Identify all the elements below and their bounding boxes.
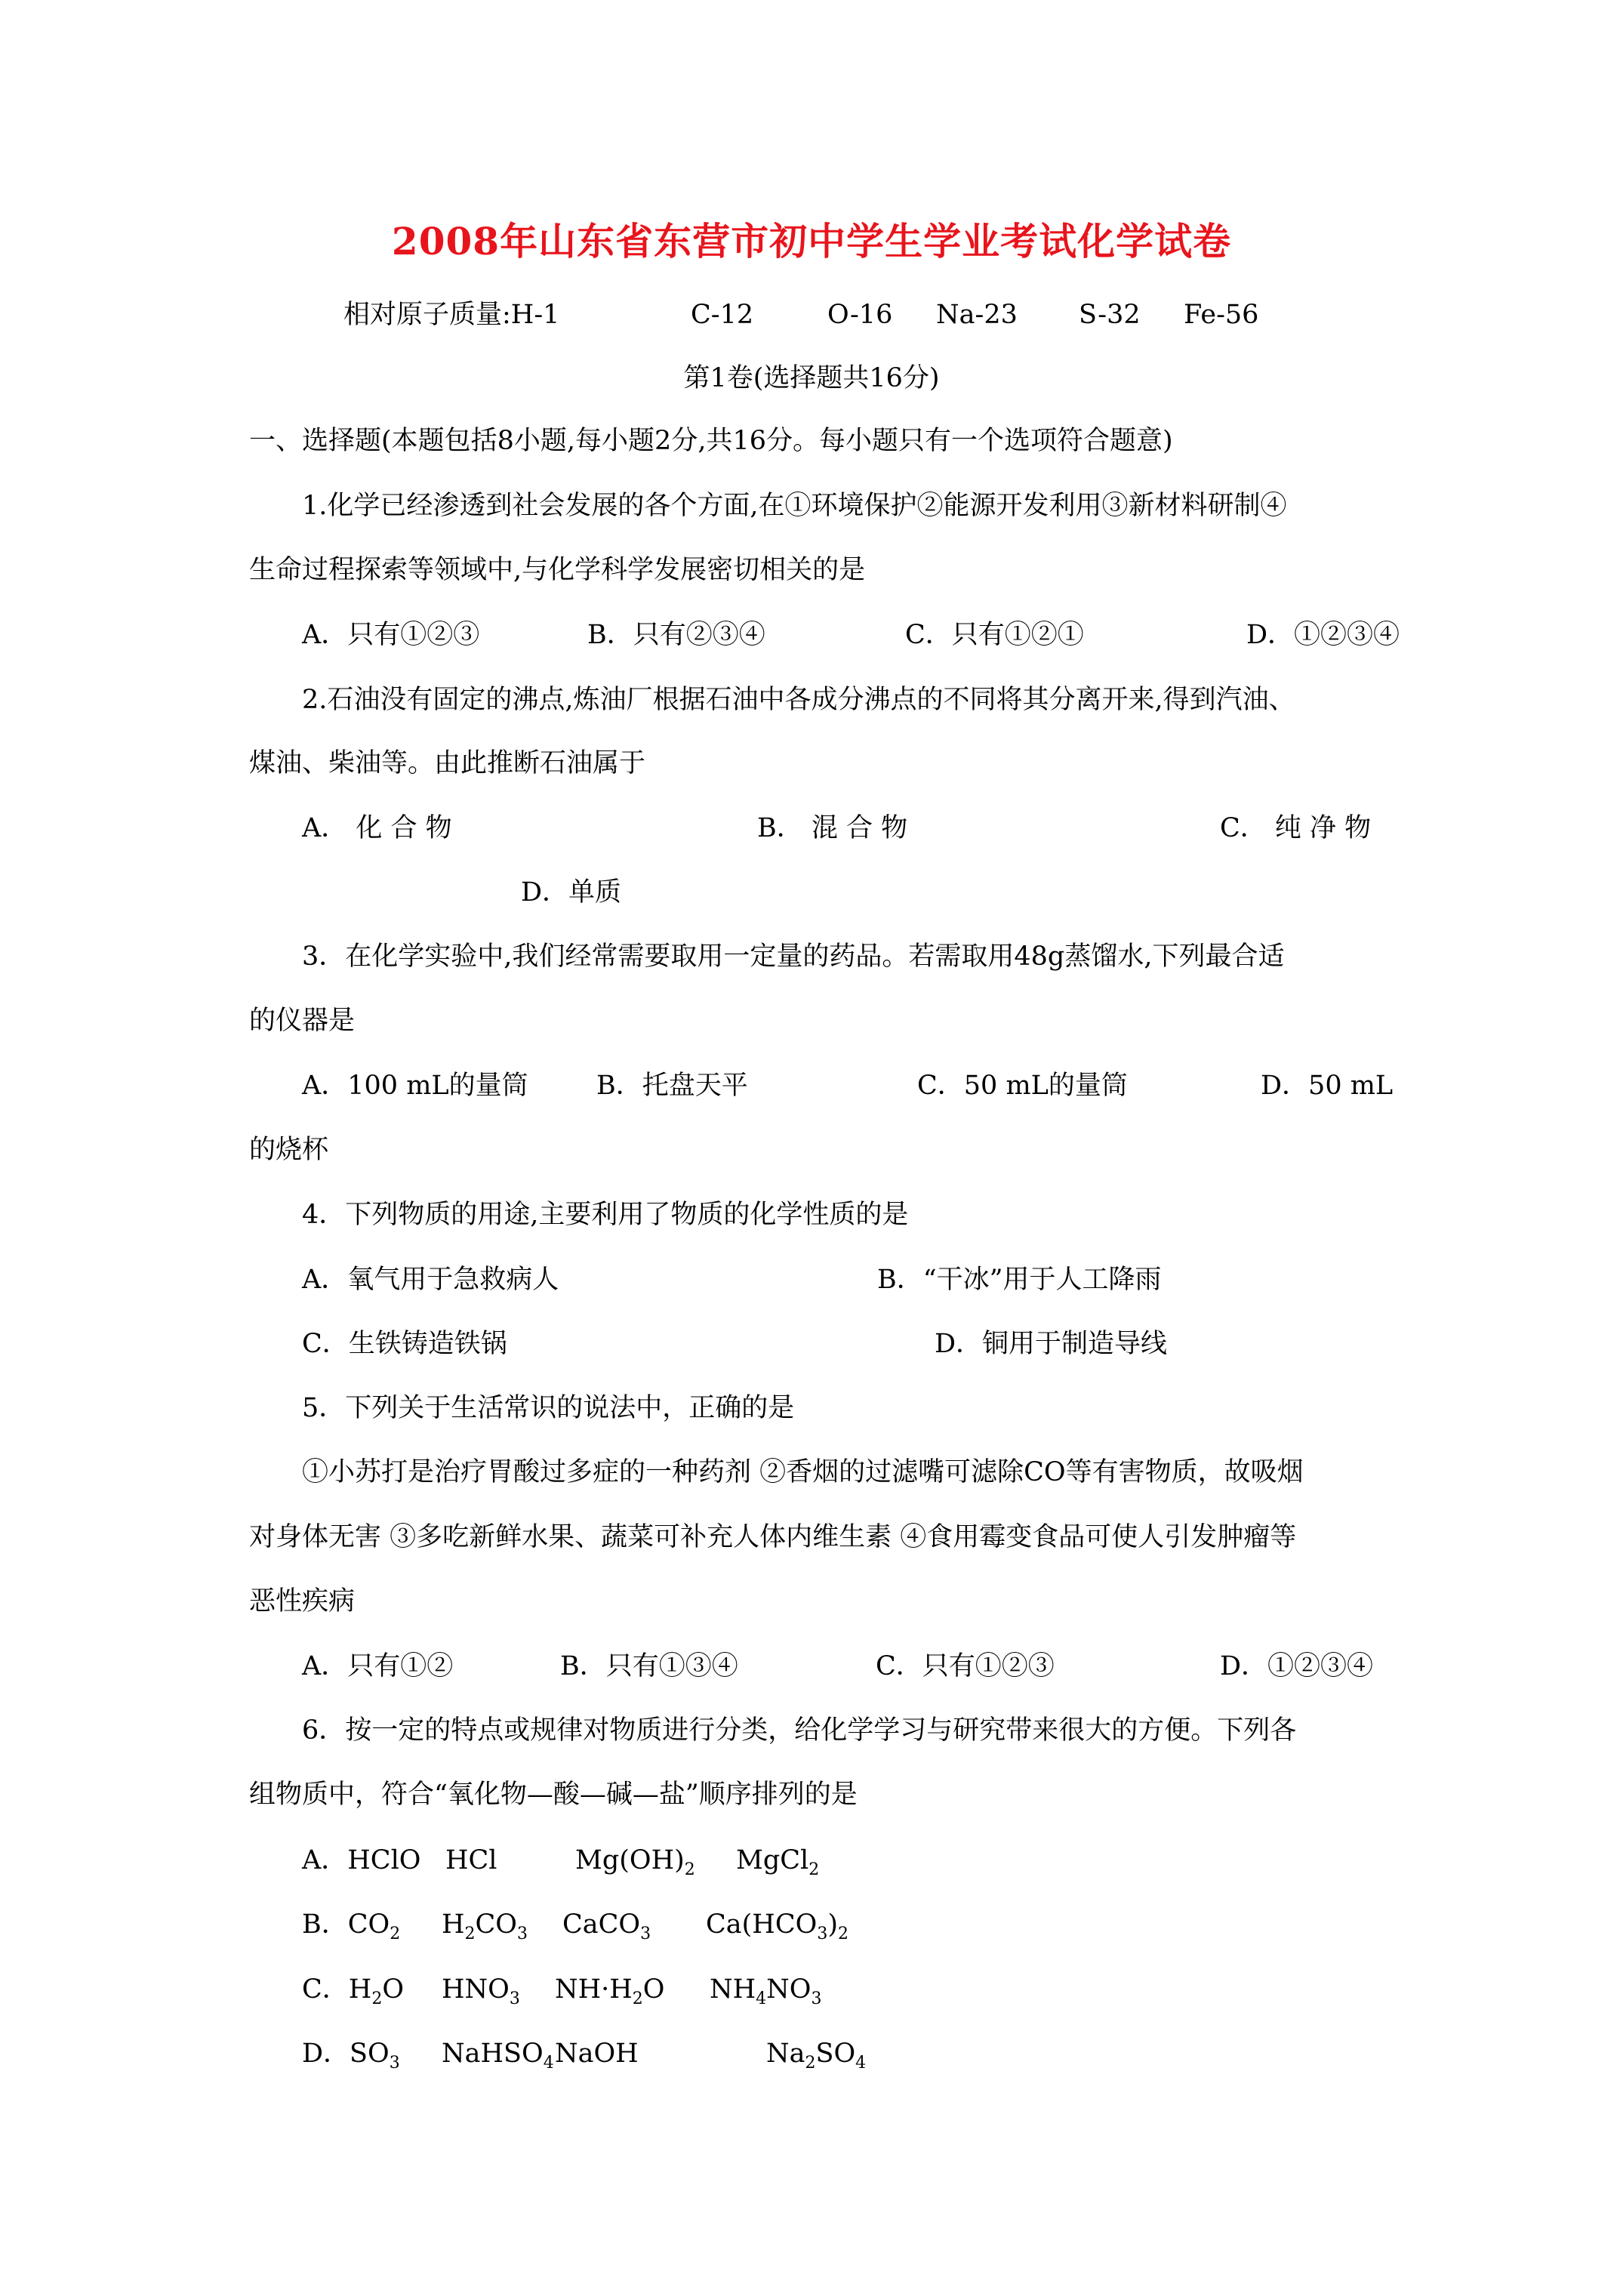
q6-a-mgoh2: $Mg(OH)_2$ xyxy=(575,1845,695,1879)
q4-option-d: D．铜用于制造导线 xyxy=(935,1329,1168,1359)
q1-option-a: A．只有①②③ xyxy=(302,620,480,650)
q3-option-a: A．100 mL的量筒 xyxy=(302,1071,528,1101)
q6-d-nahso4: NaHSO$_4$ xyxy=(442,2039,554,2073)
q4-options-row2 xyxy=(0,1325,1623,1363)
q6-b-caco3: CaCO$_3$ xyxy=(562,1909,651,1943)
q3-stem-line2: 的仪器是 xyxy=(249,1006,356,1036)
q3-option-d: D．50 mL xyxy=(1261,1071,1394,1101)
atomic-mass-o: O-16 xyxy=(827,300,893,330)
q1-option-d: D．①②③④ xyxy=(1246,620,1400,650)
q6-c-hno3: $HNO_3$ xyxy=(442,1974,520,2008)
q4-options-row1 xyxy=(0,1261,1623,1299)
q2-option-d: D．单质 xyxy=(521,877,622,908)
q6-a-hcl: HCl xyxy=(445,1845,497,1875)
section-header: 一、选择题(本题包括8小题,每小题2分,共16分。每小题只有一个选项符合题意) xyxy=(249,426,1173,456)
q6-option-c xyxy=(0,1971,1623,2008)
q4-option-a: A．氧气用于急救病人 xyxy=(302,1265,559,1295)
atomic-masses-label: 相对原子质量:H-1 xyxy=(343,300,560,330)
q3-option-b: B．托盘天平 xyxy=(596,1071,748,1101)
q6-c-h2o: C．$H_2O$ xyxy=(302,1974,405,2008)
q3-option-c: C．50 mL的量筒 xyxy=(917,1071,1128,1101)
q2-option-c: C． 纯 净 物 xyxy=(1220,813,1372,843)
q6-option-a xyxy=(0,1841,1623,1879)
q3-stem-line1: 3．在化学实验中,我们经常需要取用一定量的药品。若需取用48g蒸馏水,下列最合适 xyxy=(302,942,1285,972)
atomic-mass-c: C-12 xyxy=(691,300,754,330)
q5-statement-line3: 恶性疾病 xyxy=(249,1586,356,1616)
q5-statement-line2: 对身体无害 ③多吃新鲜水果、蔬菜可补充人体内维生素 ④食用霉变食品可使人引发肿瘤等 xyxy=(249,1522,1297,1552)
q6-d-naoh: NaOH xyxy=(555,2039,639,2069)
q6-a-hclo: A．HClO xyxy=(302,1845,421,1875)
volume-header: 第1卷(选择题共16分) xyxy=(683,363,940,393)
atomic-mass-s: S-32 xyxy=(1079,300,1141,330)
q6-b-h2co3: $H_2CO_3$ xyxy=(442,1909,528,1943)
exam-title: 2008年山东省东营市初中学生学业考试化学试卷 xyxy=(391,219,1232,264)
q2-stem-line1: 2.石油没有固定的沸点,炼油厂根据石油中各成分沸点的不同将其分离开来,得到汽油、 xyxy=(302,685,1295,715)
q3-option-d-wrap: 的烧杯 xyxy=(249,1135,329,1165)
q6-option-b xyxy=(0,1906,1623,1943)
q3-options xyxy=(0,1067,1623,1105)
q6-b-co2: B．$CO_2$ xyxy=(302,1909,401,1943)
q5-options xyxy=(0,1647,1623,1685)
q5-option-b: B．只有①③④ xyxy=(560,1651,738,1681)
q2-options xyxy=(0,809,1623,847)
q5-statement-line1: ①小苏打是治疗胃酸过多症的一种药剂 ②香烟的过滤嘴可滤除CO等有害物质，故吸烟 xyxy=(302,1457,1304,1487)
q6-c-nh-h2o: $NH\cdot H_2O$ xyxy=(555,1974,665,2008)
q2-option-a: A． 化 合 物 xyxy=(302,813,452,843)
q5-stem: 5．下列关于生活常识的说法中，正确的是 xyxy=(302,1393,795,1423)
q5-option-d: D．①②③④ xyxy=(1220,1651,1374,1681)
q4-option-b: B．“干冰”用于人工降雨 xyxy=(877,1265,1162,1295)
q6-a-mgcl2: MgCl$_2$ xyxy=(736,1845,820,1879)
q6-stem-line1: 6．按一定的特点或规律对物质进行分类，给化学学习与研究带来很大的方便。下列各 xyxy=(302,1715,1297,1746)
atomic-mass-fe: Fe-56 xyxy=(1184,300,1259,330)
q6-c-nh4no3: $NH_4NO_3$ xyxy=(710,1974,822,2008)
q2-stem-line2: 煤油、柴油等。由此推断石油属于 xyxy=(249,748,646,778)
q5-option-a: A．只有①② xyxy=(302,1651,454,1681)
q1-options xyxy=(0,616,1623,654)
q2-option-b: B． 混 合 物 xyxy=(757,813,908,843)
q6-stem-line2: 组物质中，符合“氧化物—酸—碱—盐”顺序排列的是 xyxy=(249,1780,858,1810)
q5-option-c: C．只有①②③ xyxy=(876,1651,1055,1681)
q1-option-b: B．只有②③④ xyxy=(587,620,765,650)
q4-option-c: C．生铁铸造铁锅 xyxy=(302,1329,507,1359)
q1-option-c: C．只有①②① xyxy=(905,620,1084,650)
q6-d-na2so4: $Na_2SO_4$ xyxy=(766,2039,867,2073)
q1-stem-line2: 生命过程探索等领域中,与化学科学发展密切相关的是 xyxy=(249,555,866,585)
q6-b-cahco3-2: $Ca(HCO_3)_2$ xyxy=(706,1909,848,1943)
q6-option-d xyxy=(0,2035,1623,2073)
q4-stem: 4．下列物质的用途,主要利用了物质的化学性质的是 xyxy=(302,1200,909,1230)
q1-stem-line1: 1.化学已经渗透到社会发展的各个方面,在①环境保护②能源开发利用③新材料研制④ xyxy=(302,491,1287,521)
atomic-mass-na: Na-23 xyxy=(936,300,1018,330)
atomic-masses-line xyxy=(0,296,1623,334)
q6-d-so3: D．$SO_3$ xyxy=(302,2039,400,2073)
